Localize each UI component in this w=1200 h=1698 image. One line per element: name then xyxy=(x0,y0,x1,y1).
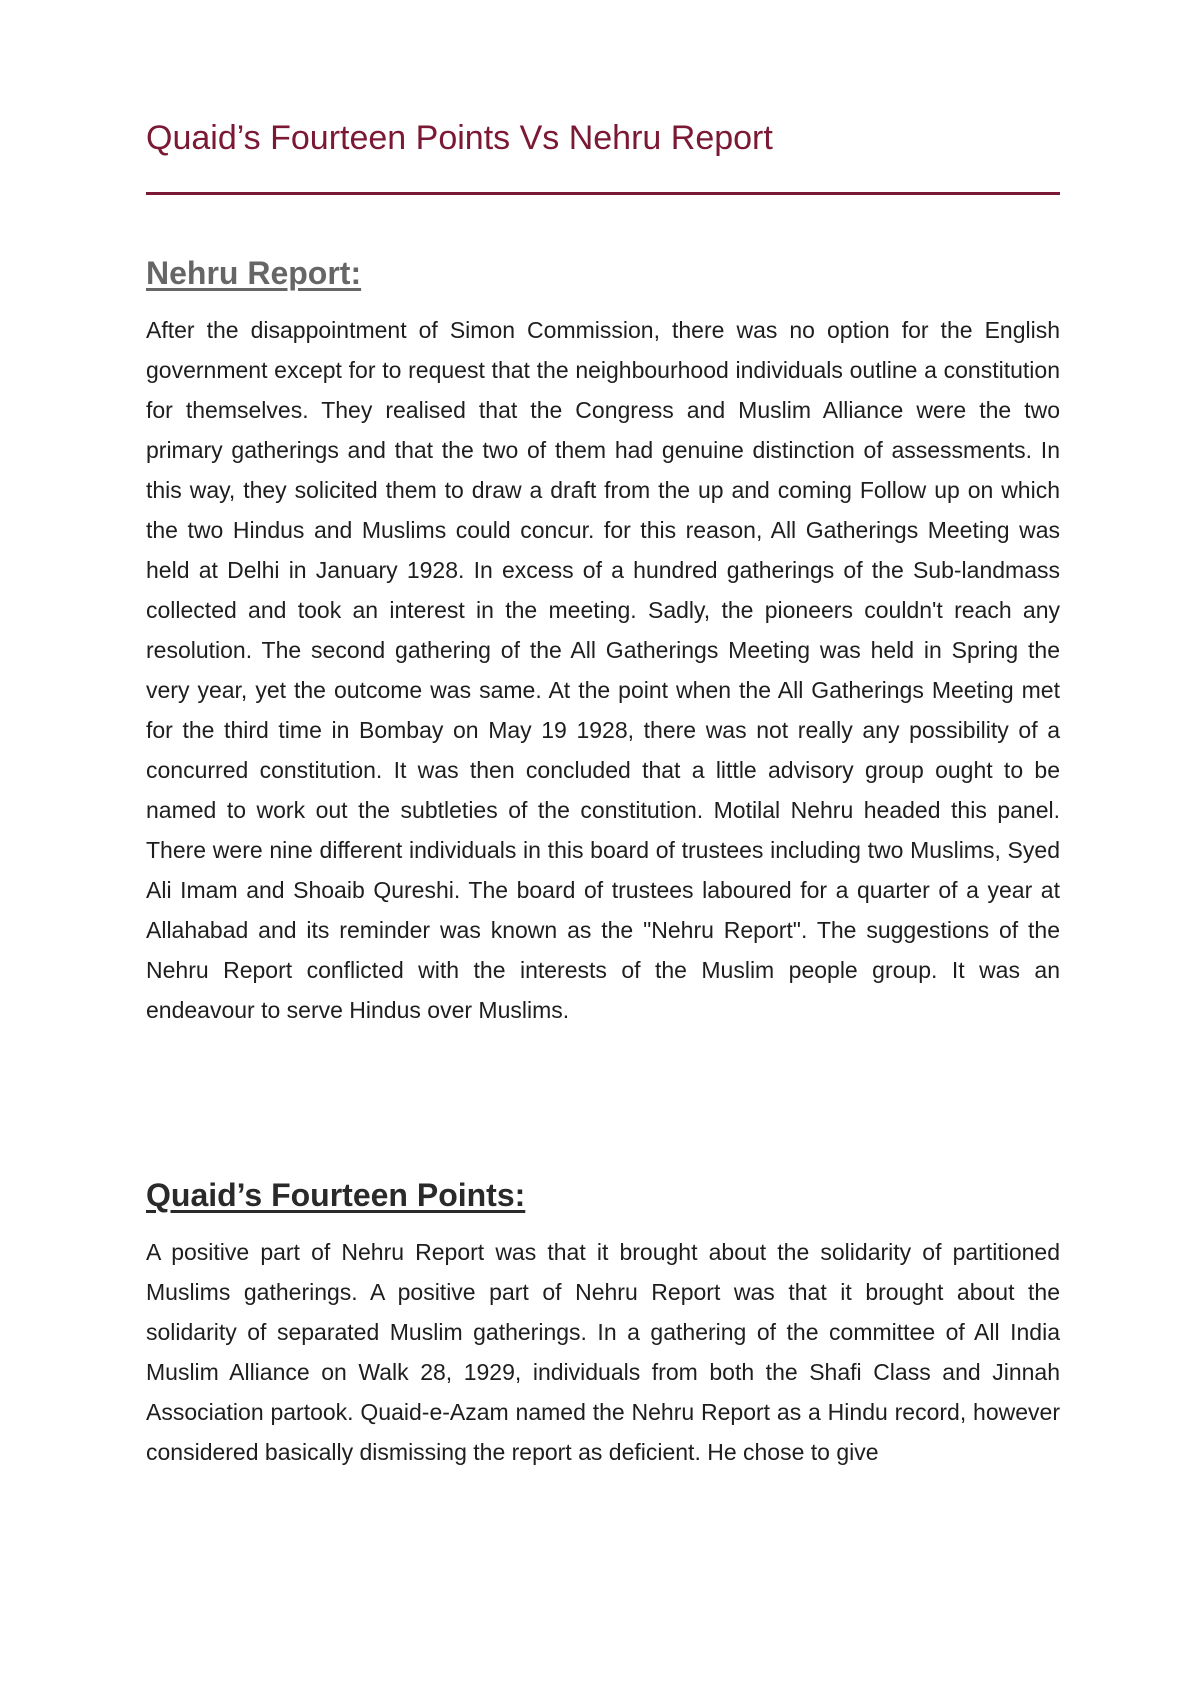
section-fourteen-points xyxy=(146,1174,1060,1472)
section-nehru-report xyxy=(146,252,1060,1030)
section-heading-fourteen-points: Quaid’s Fourteen Points: xyxy=(146,1177,526,1213)
document-title: Quaid’s Fourteen Points Vs Nehru Report xyxy=(146,119,773,157)
section-body-nehru-report: After the disappointment of Simon Commission, there was no option for the English government except for to request that the neighbourhood individuals outline a constitution for themselves. They realised that the Congress and Muslim Alliance were the two primary gatherings and that the two of them had genuine distinction of assessments. In this way, they solicited them to draw a draft from the up and coming Follow up on which the two Hindus and Muslims could concur. for this reason, All Gatherings Meeting was held at Delhi in January 1928. In excess of a hundred gatherings of the Sub-landmass collected and took an interest in the meeting. Sadly, the pioneers couldn't reach any resolution. The second gathering of the All Gatherings Meeting was held in Spring the very year, yet the outcome was same. At the point when the All Gatherings Meeting met for the third time in Bombay on May 19 1928, there was not really any possibility of a concurred constitution. It was then concluded that a little advisory group ought to be named to work out the subtleties of the constitution. Motilal Nehru headed this panel. There were nine different individuals in this board of trustees including two Muslims, Syed Ali Imam and Shoaib Qureshi. The board of trustees laboured for a quarter of a year at Allahabad and its reminder was known as the "Nehru Report". The suggestions of the Nehru Report conflicted with the interests of the Muslim people group. It was an endeavour to serve Hindus over Muslims. xyxy=(146,317,1060,1023)
title-divider xyxy=(146,192,1060,195)
section-heading-nehru-report: Nehru Report: xyxy=(146,255,362,291)
section-body-fourteen-points: A positive part of Nehru Report was that it brought about the solidarity of partitioned Muslims gatherings. A positive part of Nehru Report was that it brought about the solidarity of separated Muslim gatherings. In a gathering of the committee of All India Muslim Alliance on Walk 28, 1929, individuals from both the Shafi Class and Jinnah Association partook. Quaid-e-Azam named the Nehru Report as a Hindu record, however considered basically dismissing the report as deficient. He chose to give xyxy=(146,1239,1060,1465)
